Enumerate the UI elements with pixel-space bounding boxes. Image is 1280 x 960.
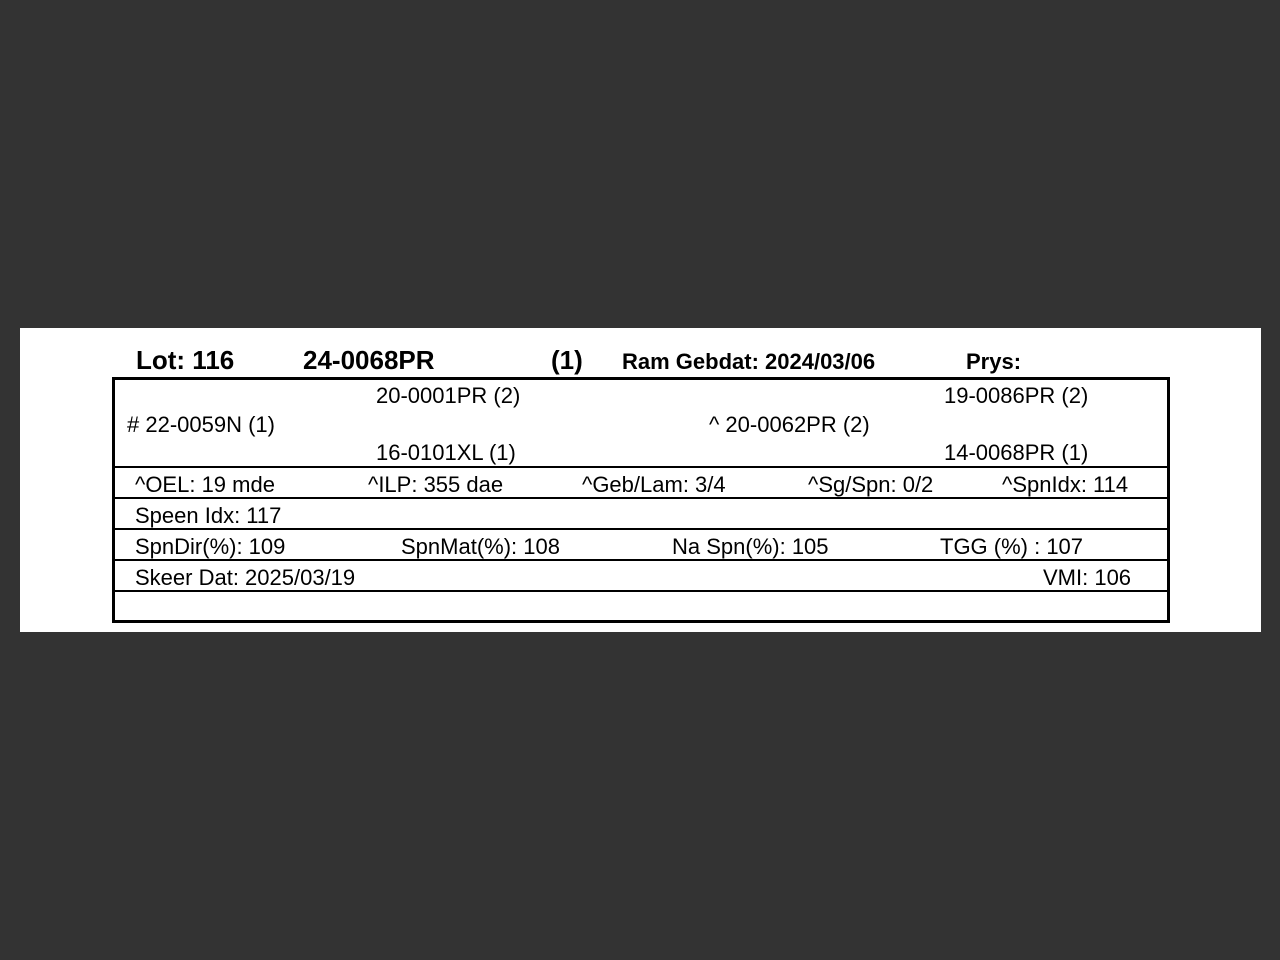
na-spn: Na Spn(%): 105 [672,534,829,559]
row-divider [115,466,1167,468]
row-divider [115,497,1167,499]
lot-number: Lot: 116 [136,345,235,375]
price-label: Prys: [966,349,1022,374]
pedigree-dam: ^ 20-0062PR (2) [709,412,870,437]
stat-spnidx: ^SpnIdx: 114 [1002,472,1129,497]
ram-birthdate: Ram Gebdat: 2024/03/06 [622,349,876,374]
row-divider [115,528,1167,530]
spnmat: SpnMat(%): 108 [401,534,560,559]
row-divider [115,559,1167,561]
spndir: SpnDir(%): 109 [135,534,286,559]
speen-idx: Speen Idx: 117 [135,503,282,528]
pedigree-dam-sire: 19-0086PR (2) [944,383,1089,408]
pedigree-sire: # 22-0059N (1) [127,412,275,437]
stat-geb-lam: ^Geb/Lam: 3/4 [582,472,726,497]
stat-ilp: ^ILP: 355 dae [368,472,504,497]
details-table [112,377,1170,623]
lot-card [20,328,1261,632]
pedigree-dam-dam: 14-0068PR (1) [944,440,1089,465]
stat-oel: ^OEL: 19 mde [135,472,275,497]
animal-count: (1) [551,345,583,375]
empty-row [115,592,1167,620]
vmi: VMI: 106 [1043,565,1132,590]
stat-sg-spn: ^Sg/Spn: 0/2 [808,472,934,497]
tgg: TGG (%) : 107 [940,534,1084,559]
pedigree-sire-sire: 20-0001PR (2) [376,383,521,408]
skeer-dat: Skeer Dat: 2025/03/19 [135,565,356,590]
animal-id: 24-0068PR [303,345,435,375]
pedigree-sire-dam: 16-0101XL (1) [376,440,516,465]
